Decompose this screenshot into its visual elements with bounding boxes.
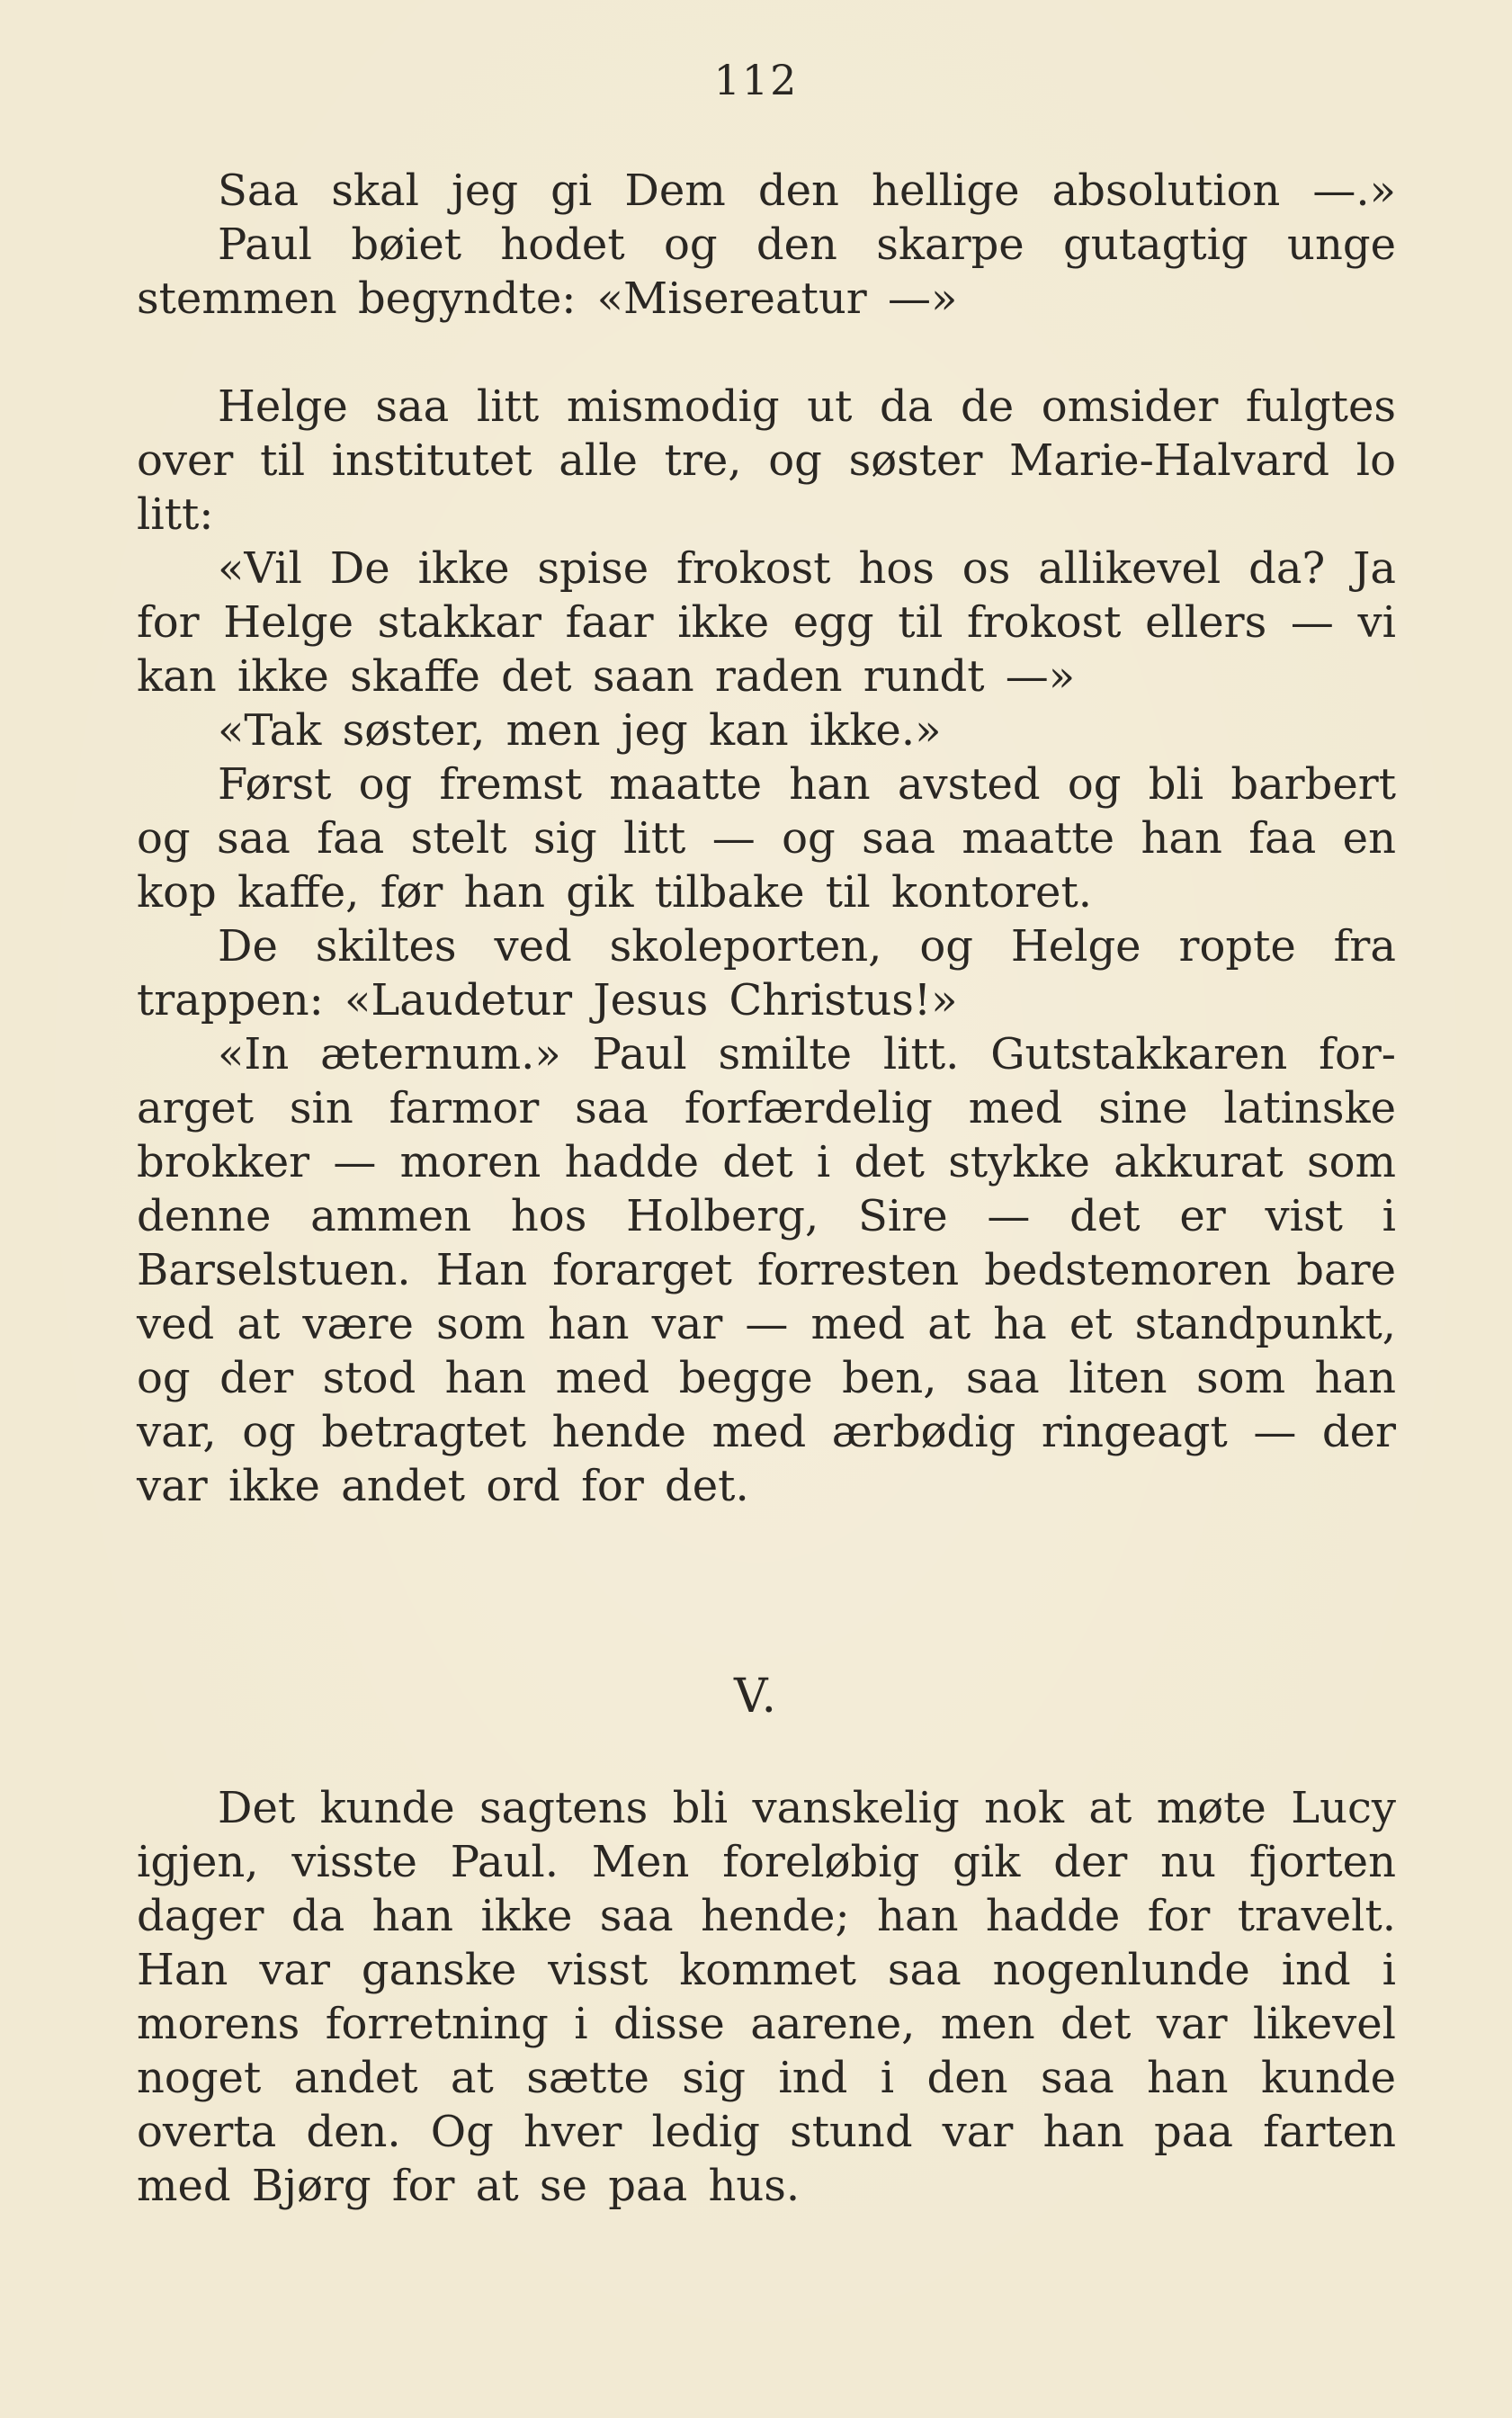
text-line: var ikke andet ord for det.: [137, 1461, 749, 1511]
text-line: «Vil De ikke spise frokost hos os allikevel da? Ja: [218, 543, 1396, 594]
text-line: denne ammen hos Holberg, Sire — det er vist i: [137, 1191, 1396, 1241]
text-line: kan ikke skaffe det saan raden rundt —»: [137, 651, 1076, 702]
text-line: Han var ganske visst kommet saa nogenlunde ind i: [137, 1945, 1396, 1995]
page-number: 112: [713, 56, 799, 104]
text-line: De skiltes ved skoleporten, og Helge ropte fra: [218, 921, 1396, 972]
text-line: Først og fremst maatte han avsted og bli barbert: [218, 759, 1396, 810]
text-line: overta den. Og hver ledig stund var han paa farten: [137, 2107, 1396, 2157]
text-line: stemmen begyndte: «Misereatur —»: [137, 273, 958, 324]
text-line: var, og betragtet hende med ærbødig ringeagt — der: [137, 1407, 1396, 1457]
text-line: Helge saa litt mismodig ut da de omsider fulgtes: [218, 381, 1396, 432]
text-line: «Tak søster, men jeg kan ikke.»: [218, 705, 942, 756]
text-line: Saa skal jeg gi Dem den hellige absolution —.»: [218, 166, 1396, 216]
text-line: kop kaffe, før han gik tilbake til kontoret.: [137, 867, 1093, 918]
text-line: Det kunde sagtens bli vanskelig nok at møte Lucy: [218, 1783, 1396, 1833]
text-line: Paul bøiet hodet og den skarpe gutagtig unge: [218, 219, 1396, 270]
text-line: trappen: «Laudetur Jesus Christus!»: [137, 975, 958, 1025]
text-line: litt:: [137, 489, 214, 540]
text-line: igjen, visste Paul. Men foreløbig gik der nu fjorten: [137, 1837, 1396, 1887]
text-line: noget andet at sætte sig ind i den saa han kunde: [137, 2053, 1396, 2103]
text-line: og der stod han med begge ben, saa liten som han: [137, 1353, 1396, 1403]
text-line: Barselstuen. Han forarget forresten bedstemoren bare: [137, 1245, 1396, 1295]
text-line: brokker — moren hadde det i det stykke akkurat som: [137, 1137, 1396, 1187]
text-line: og saa faa stelt sig litt — og saa maatte han faa en: [137, 813, 1396, 864]
text-line: arget sin farmor saa forfærdelig med sine latinske: [137, 1083, 1396, 1133]
text-line: med Bjørg for at se paa hus.: [137, 2161, 801, 2211]
text-line: ved at være som han var — med at ha et standpunkt,: [137, 1299, 1396, 1349]
text-line: for Helge stakkar faar ikke egg til frokost ellers — vi: [137, 597, 1396, 648]
blank-line: [137, 326, 1396, 380]
text-line: over til institutet alle tre, og søster Marie-Halvard lo: [137, 435, 1396, 486]
text-line: morens forretning i disse aarene, men det var likevel: [137, 1999, 1396, 2049]
text-line: «In æternum.» Paul smilte litt. Gutstakkaren for-: [218, 1029, 1396, 1079]
text-line: dager da han ikke saa hende; han hadde for travelt.: [137, 1891, 1396, 1941]
section-heading: V.: [734, 1670, 778, 1724]
